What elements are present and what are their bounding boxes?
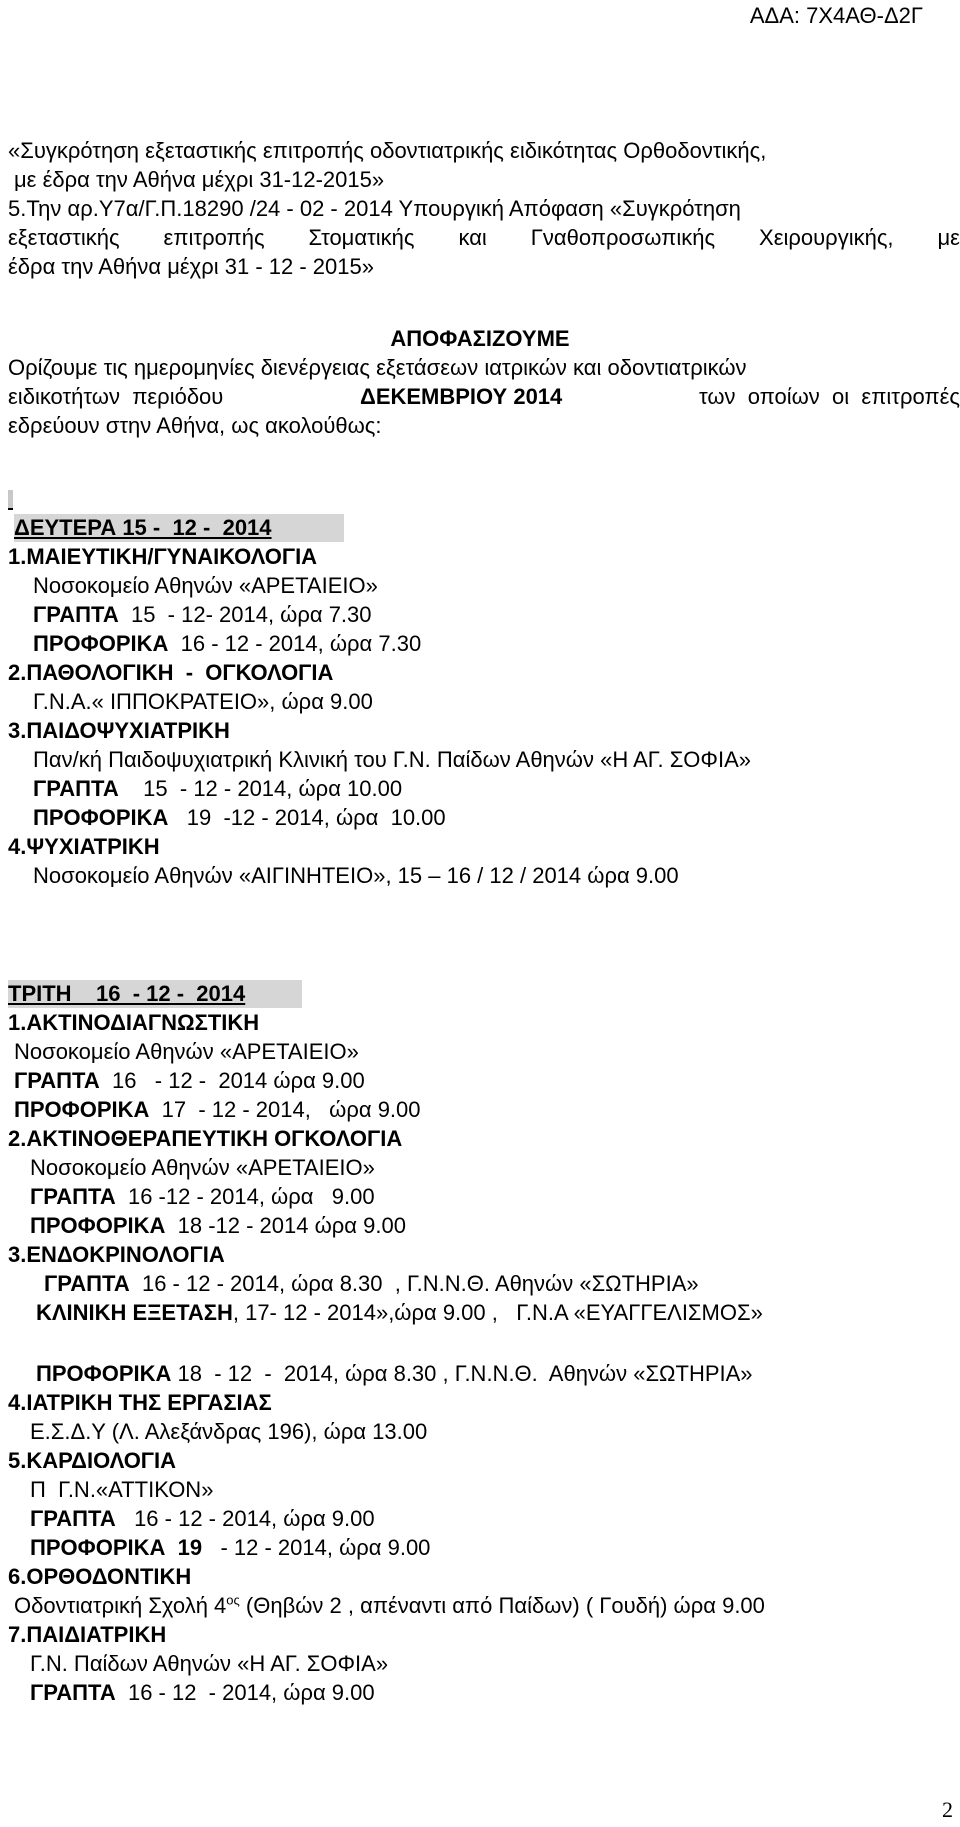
day1-s3-title: 3.ΠΑΙΔΟΨΥΧΙΑΤΡΙΚΗ xyxy=(8,718,230,743)
intro-line-4: εξεταστικής επιτροπής Στοματικής και Γναθοπροσωπικής Χειρουργικής, με xyxy=(8,225,960,250)
day2-s4-title: 4.ΙΑΤΡΙΚΗ ΤΗΣ ΕΡΓΑΣΙΑΣ xyxy=(8,1390,272,1415)
day2-s7-written: ΓΡΑΠΤΑ 16 - 12 - 2014, ώρα 9.00 xyxy=(30,1680,375,1705)
intro-line-3: 5.Την αρ.Υ7α/Γ.Π.18290 /24 - 02 - 2014 Υπουργική Απόφαση «Συγκρότηση xyxy=(8,196,741,221)
day2-s2-place: Νοσοκομείο Αθηνών «ΑΡΕΤΑΙΕΙΟ» xyxy=(30,1155,375,1180)
day1-s3-oral: ΠΡΟΦΟΡΙΚΑ 19 -12 - 2014, ώρα 10.00 xyxy=(33,805,446,830)
day1-s4-title: 4.ΨΥΧΙΑΤΡΙΚΗ xyxy=(8,834,160,859)
day1-s3-place: Παν/κή Παιδοψυχιατρική Κλινική του Γ.Ν. Παίδων Αθηνών «Η ΑΓ. ΣΟΦΙΑ» xyxy=(33,747,751,772)
day1-s1-title: 1.ΜΑΙΕΥΤΙΚΗ/ΓΥΝΑΙΚΟΛΟΓΙΑ xyxy=(8,544,318,569)
day2-s5-place: Π Γ.Ν.«ΑΤΤΙΚΟΝ» xyxy=(30,1477,214,1502)
day1-s1-written: ΓΡΑΠΤΑ 15 - 12- 2014, ώρα 7.30 xyxy=(33,602,372,627)
day1-s2-title: 2.ΠΑΘΟΛΟΓΙΚΗ - ΟΓΚΟΛΟΓΙΑ xyxy=(8,660,334,685)
decision-heading: ΑΠΟΦΑΣΙΖΟΥΜΕ xyxy=(390,326,570,351)
highlight-mark xyxy=(8,490,13,510)
ada-code: ΑΔΑ: 7Χ4ΑΘ-Δ2Γ xyxy=(749,3,923,28)
day1-s3-written: ΓΡΑΠΤΑ 15 - 12 - 2014, ώρα 10.00 xyxy=(33,776,403,801)
day2-s5-title: 5.ΚΑΡΔΙΟΛΟΓΙΑ xyxy=(8,1448,177,1473)
day2-s3-oral: ΠΡΟΦΟΡΙΚΑ 18 - 12 - 2014, ώρα 8.30 , Γ.Ν.Ν.Θ. Αθηνών «ΣΩΤΗΡΙΑ» xyxy=(36,1361,753,1386)
decision-period: ΔΕΚΕΜΒΡΙΟΥ 2014 xyxy=(360,384,563,409)
day2-s2-title: 2.ΑΚΤΙΝΟΘΕΡΑΠΕΥΤΙΚΗ ΟΓΚΟΛΟΓΙΑ xyxy=(8,1126,403,1151)
day2-s5-written: ΓΡΑΠΤΑ 16 - 12 - 2014, ώρα 9.00 xyxy=(30,1506,375,1531)
day2-s3-title: 3.ΕΝΔΟΚΡΙΝΟΛΟΓΙΑ xyxy=(8,1242,225,1267)
intro-line-1: «Συγκρότηση εξεταστικής επιτροπής οδοντιατρικής ειδικότητας Ορθοδοντικής, xyxy=(8,138,767,163)
intro-line-5: έδρα την Αθήνα μέχρι 31 - 12 - 2015» xyxy=(8,254,374,279)
day2-s3-clinical: ΚΛΙΝΙΚΗ ΕΞΕΤΑΣΗ, 17- 12 - 2014»,ώρα 9.00 , Γ.Ν.Α «ΕΥΑΓΓΕΛΙΣΜΟΣ» xyxy=(36,1300,763,1325)
day1-s2-place: Γ.Ν.Α.« ΙΠΠΟΚΡΑΤΕΙΟ», ώρα 9.00 xyxy=(33,689,373,714)
day2-s1-title: 1.ΑΚΤΙΝΟΔΙΑΓΝΩΣΤΙΚΗ xyxy=(8,1010,260,1035)
day-1-title: ΔΕΥΤΕΡΑ 15 - 12 - 2014 xyxy=(14,514,344,542)
day2-s6-place: Οδοντιατρική Σχολή $4^{o\varsigma}$ (Θηβών 2 , απέναντι από Παίδων) ( Γουδή) ώρα 9.00 xyxy=(14,1592,765,1618)
day2-s4-place: Ε.Σ.Δ.Υ (Λ. Αλεξάνδρας 196), ώρα 13.00 xyxy=(30,1419,428,1444)
day1-s1-place: Νοσοκομείο Αθηνών «ΑΡΕΤΑΙΕΙΟ» xyxy=(33,573,378,598)
decision-line-1: Ορίζουμε τις ημερομηνίες διενέργειας εξετάσεων ιατρικών και οδοντιατρικών xyxy=(8,355,747,380)
day2-s5-oral: ΠΡΟΦΟΡΙΚΑ 19 - 12 - 2014, ώρα 9.00 xyxy=(30,1535,431,1560)
decision-line-2 xyxy=(8,383,960,411)
day2-s3-written: ΓΡΑΠΤΑ 16 - 12 - 2014, ώρα 8.30 , Γ.Ν.Ν.Θ. Αθηνών «ΣΩΤΗΡΙΑ» xyxy=(44,1271,699,1296)
day2-s7-title: 7.ΠΑΙΔΙΑΤΡΙΚΗ xyxy=(8,1622,167,1647)
page-number: 2 xyxy=(942,1797,953,1822)
intro-line-2: με έδρα την Αθήνα μέχρι 31-12-2015» xyxy=(14,167,385,192)
day2-s1-written: ΓΡΑΠΤΑ 16 - 12 - 2014 ώρα 9.00 xyxy=(14,1068,365,1093)
day2-s1-place: Νοσοκομείο Αθηνών «ΑΡΕΤΑΙΕΙΟ» xyxy=(14,1039,359,1064)
decision-line-3: εδρεύουν στην Αθήνα, ως ακολούθως: xyxy=(8,413,382,438)
decision-text-c: των οποίων οι επιτροπές xyxy=(692,384,960,409)
day2-s2-oral: ΠΡΟΦΟΡΙΚΑ 18 -12 - 2014 ώρα 9.00 xyxy=(30,1213,406,1238)
decision-text-a: ειδικοτήτων περιόδου xyxy=(8,384,230,409)
day2-s1-oral: ΠΡΟΦΟΡΙΚΑ 17 - 12 - 2014, ώρα 9.00 xyxy=(14,1097,421,1122)
day2-s6-title: 6.ΟΡΘΟΔΟΝΤΙΚΗ xyxy=(8,1564,192,1589)
day1-s1-oral: ΠΡΟΦΟΡΙΚΑ 16 - 12 - 2014, ώρα 7.30 xyxy=(33,631,422,656)
day-2-title: ΤΡΙΤΗ 16 - 12 - 2014 xyxy=(8,980,302,1008)
day1-s4-place: Νοσοκομείο Αθηνών «ΑΙΓΙΝΗΤΕΙΟ», 15 – 16 / 12 / 2014 ώρα 9.00 xyxy=(33,863,679,888)
day2-s7-place: Γ.Ν. Παίδων Αθηνών «Η ΑΓ. ΣΟΦΙΑ» xyxy=(30,1651,389,1676)
day2-s2-written: ΓΡΑΠΤΑ 16 -12 - 2014, ώρα 9.00 xyxy=(30,1184,375,1209)
